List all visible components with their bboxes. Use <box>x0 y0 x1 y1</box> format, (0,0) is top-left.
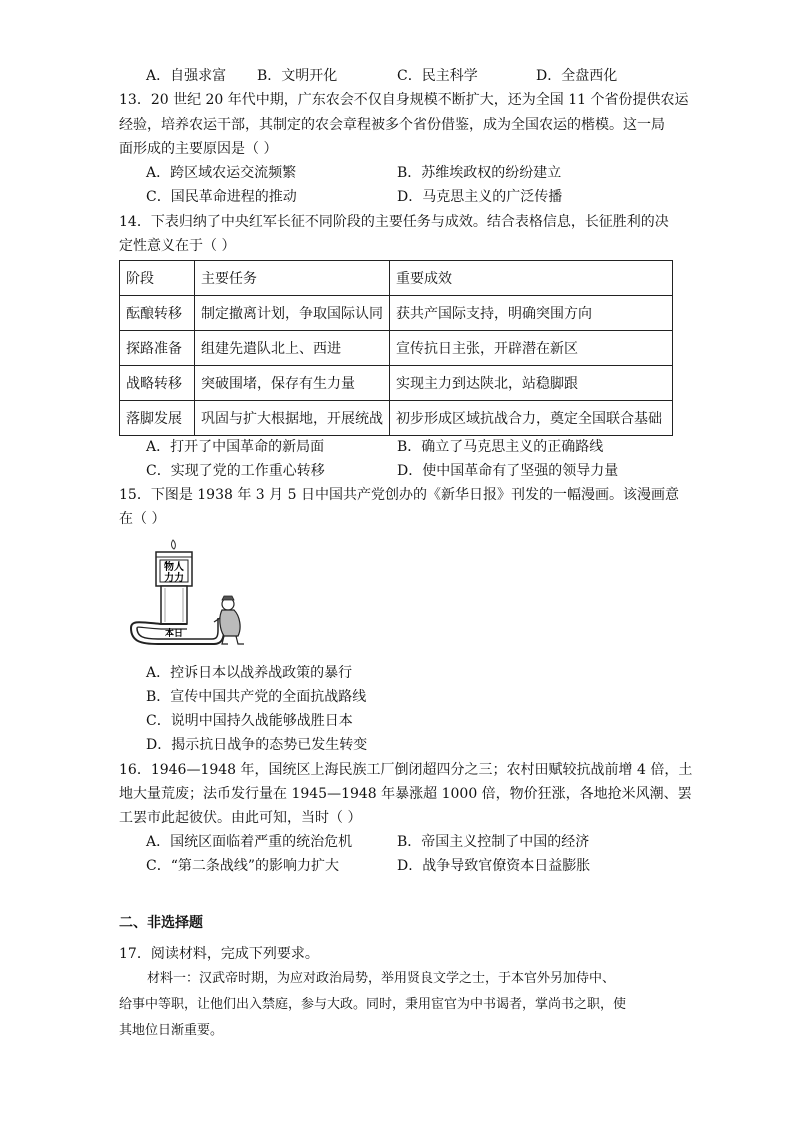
table-header-cell: 主要任务 <box>195 261 390 296</box>
q13-stem-line-2: 经验，培养农运干部，其制定的农会章程被多个省份借鉴，成为全国农运的楷模。这一局 <box>119 117 665 133</box>
table-cell: 探路准备 <box>120 331 195 366</box>
q15-option-c: C．说明中国持久战能够战胜日本 <box>146 713 353 729</box>
table-cell: 落脚发展 <box>120 401 195 436</box>
table-row <box>120 401 673 436</box>
table-cell: 制定撤离计划，争取国际认同 <box>195 296 390 331</box>
q16-option-c: C．“第二条战线”的影响力扩大 <box>146 858 340 874</box>
table-cell: 战略转移 <box>120 366 195 401</box>
q14-option-d: D．使中国革命有了坚强的领导力量 <box>397 463 619 479</box>
q13-stem-line-1: 13．20 世纪 20 年代中期，广东农会不仅自身规模不断扩大，还为全国 11 个省份提供农运 <box>119 92 689 108</box>
section-heading: 二、非选择题 <box>119 915 203 931</box>
q15-option-d: D．揭示抗日战争的态势已发生转变 <box>146 737 368 753</box>
q14-option-c: C．实现了党的工作重心转移 <box>146 463 325 479</box>
table-row <box>120 366 673 401</box>
q15-option-b: B．宣传中国共产党的全面抗战路线 <box>146 689 367 705</box>
q13-option-b: B．苏维埃政权的纷纷建立 <box>397 165 562 181</box>
table-header-row <box>120 261 673 296</box>
q17-intro: 17．阅读材料，完成下列要求。 <box>119 946 319 962</box>
cartoon-label-top-2: 力力 <box>164 573 184 584</box>
q14-option-b: B．确立了马克思主义的正确路线 <box>397 439 604 455</box>
q14-stem-line-2: 定性意义在于（ ） <box>119 238 236 254</box>
q17-material-line-3: 其地位日渐重要。 <box>119 1023 224 1038</box>
q12-option-d: D．全盘西化 <box>536 68 618 84</box>
q14-table <box>119 260 673 436</box>
q14-stem-line-1: 14．下表归纳了中央红军长征不同阶段的主要任务与成效。结合表格信息，长征胜利的决 <box>119 214 669 230</box>
q15-stem-line-2: 在（ ） <box>119 511 166 527</box>
q15-option-a: A．控诉日本以战养战政策的暴行 <box>146 665 353 681</box>
table-cell: 宣传抗日主张，开辟潜在新区 <box>390 331 673 366</box>
q16-option-d: D．战争导致官僚资本日益膨胀 <box>397 858 591 874</box>
q12-option-c: C．民主科学 <box>397 68 478 84</box>
cartoon-label-top-1: 物人 <box>164 562 184 573</box>
q13-option-d: D．马克思主义的广泛传播 <box>397 189 563 205</box>
q12-option-b: B．文明开化 <box>257 68 338 84</box>
q16-option-a: A．国统区面临着严重的统治危机 <box>146 834 353 850</box>
table-header-cell: 重要成效 <box>390 261 673 296</box>
table-row <box>120 331 673 366</box>
q17-material-line-2: 给事中等职，让他们出入禁庭，参与大政。同时，秉用宦官为中书谒者，掌尚书之职，使 <box>119 997 627 1012</box>
table-cell: 初步形成区域抗战合力，奠定全国联合基础 <box>390 401 673 436</box>
q16-stem-line-1: 16．1946—1948 年，国统区上海民族工厂倒闭超四分之三；农村田赋较抗战前增 4 倍，土 <box>119 762 693 778</box>
table-row <box>120 296 673 331</box>
q13-option-c: C．国民革命进程的推动 <box>146 189 297 205</box>
q12-option-a: A．自强求富 <box>146 68 227 84</box>
table-cell: 酝酿转移 <box>120 296 195 331</box>
q16-stem-line-2: 地大量荒废；法币发行量在 1945—1948 年暴涨超 1000 倍，物价狂涨，各地抢米风潮、罢 <box>119 786 692 802</box>
cartoon-label-bottom: 本日 <box>164 629 184 639</box>
table-header-cell: 阶段 <box>120 261 195 296</box>
q15-stem-line-1: 15．下图是 1938 年 3 月 5 日中国共产党创办的《新华日报》刊发的一幅漫画。该漫画意 <box>119 487 679 503</box>
q14-option-a: A．打开了中国革命的新局面 <box>146 439 325 455</box>
q13-stem-line-3: 面形成的主要原因是（ ） <box>119 141 278 157</box>
table-cell: 突破围堵，保存有生力量 <box>195 366 390 401</box>
table-cell: 巩固与扩大根据地，开展统战 <box>195 401 390 436</box>
q16-stem-line-3: 工罢市此起彼伏。由此可知，当时（ ） <box>119 810 362 826</box>
q16-option-b: B．帝国主义控制了中国的经济 <box>397 834 590 850</box>
table-cell: 获共产国际支持，明确突围方向 <box>390 296 673 331</box>
table-cell: 组建先遣队北上、西进 <box>195 331 390 366</box>
q17-material-line-1: 材料一：汉武帝时期，为应对政治局势，举用贤良文学之士，于本官外另加侍中、 <box>147 971 616 986</box>
q13-option-a: A．跨区域农运交流频繁 <box>146 165 297 181</box>
q15-cartoon-image <box>128 538 250 648</box>
table-cell: 实现主力到达陕北，站稳脚跟 <box>390 366 673 401</box>
